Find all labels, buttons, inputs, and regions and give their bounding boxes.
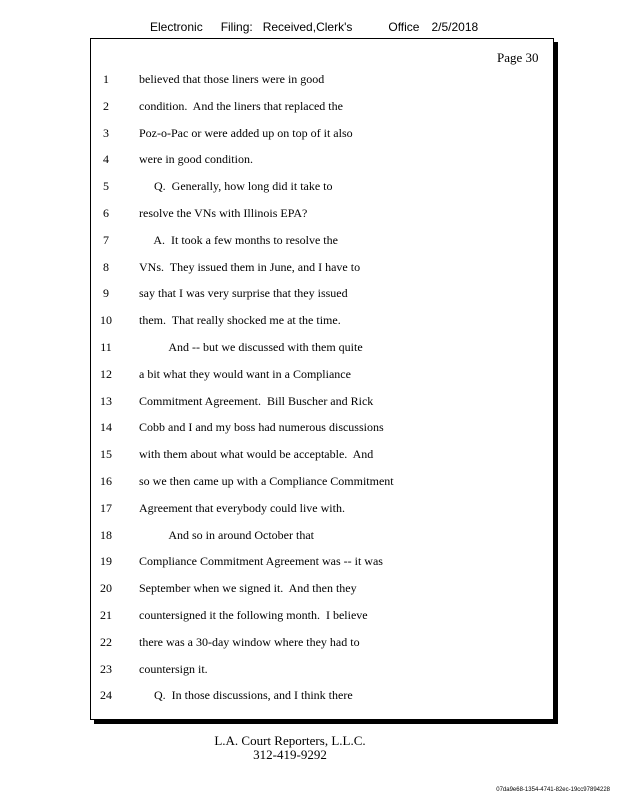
line-number: 6	[103, 206, 109, 220]
line-text: And so in around October that	[139, 527, 314, 542]
line-text: so we then came up with a Compliance Commitment	[139, 474, 394, 488]
line-number: 24	[100, 688, 112, 703]
line-text: countersign it.	[139, 661, 208, 676]
line-number: 4	[103, 152, 109, 167]
line-text: were in good condition.	[139, 152, 253, 167]
line-text: A. It took a few months to resolve the	[139, 232, 338, 247]
line-text: And -- but we discussed with them quite	[139, 340, 363, 354]
page-number: Page 30	[497, 50, 539, 65]
line-text: Q. In those discussions, and I think there	[139, 688, 353, 703]
line-number: 3	[103, 125, 109, 140]
line-number: 1	[103, 72, 109, 86]
line-number: 21	[100, 608, 112, 622]
line-text: say that I was very surprise that they issued	[139, 286, 348, 301]
line-number: 20	[100, 581, 112, 596]
line-number: 2	[103, 98, 109, 113]
line-number: 15	[100, 447, 112, 462]
line-text: resolve the VNs with Illinois EPA?	[139, 206, 308, 220]
frame-shadow-right	[554, 42, 558, 724]
line-text: them. That really shocked me at the time.	[139, 313, 341, 328]
line-text: Agreement that everybody could live with.	[139, 500, 345, 515]
frame-shadow-bottom	[94, 720, 558, 724]
line-text: with them about what would be acceptable. And	[139, 447, 374, 462]
filing-header-part: Electronic	[150, 20, 203, 34]
line-number: 13	[100, 393, 112, 408]
line-number: 19	[100, 554, 112, 569]
line-text: September when we signed it. And then they	[139, 581, 357, 596]
filing-header-part: Received,Clerk's	[262, 20, 353, 34]
line-text: countersigned it the following month. I believe	[139, 608, 368, 622]
line-number: 11	[100, 340, 112, 354]
filing-header-part: Office	[388, 20, 420, 34]
line-number: 5	[103, 179, 109, 194]
line-number: 22	[100, 634, 112, 649]
line-text: there was a 30-day window where they had to	[139, 634, 360, 649]
filing-header	[150, 20, 478, 34]
line-number: 8	[103, 259, 109, 274]
line-text: a bit what they would want in a Compliance	[139, 366, 351, 381]
line-number: 12	[100, 366, 112, 381]
line-text: Cobb and I and my boss had numerous discussions	[139, 420, 384, 435]
line-number: 23	[100, 661, 112, 676]
line-number: 16	[100, 474, 112, 488]
line-number: 9	[103, 286, 109, 301]
line-text: Compliance Commitment Agreement was -- it was	[139, 554, 383, 569]
line-number: 7	[103, 232, 109, 247]
filing-date: 2/5/2018	[431, 20, 479, 34]
line-text: believed that those liners were in good	[139, 72, 325, 86]
document-id: 07da9e68-1354-4741-82ec-19cc97894228	[496, 787, 610, 793]
line-number: 10	[100, 313, 112, 328]
line-number: 17	[100, 500, 112, 515]
line-text: Q. Generally, how long did it take to	[139, 179, 333, 194]
line-text: Commitment Agreement. Bill Buscher and Rick	[139, 393, 374, 408]
line-number: 14	[100, 420, 112, 435]
line-text: Poz-o-Pac or were added up on top of it also	[139, 125, 353, 140]
reporter-company: L.A. Court Reporters, L.L.C.	[214, 733, 366, 748]
line-text: condition. And the liners that replaced the	[139, 98, 343, 113]
filing-header-part: Filing:	[220, 20, 253, 34]
line-text: VNs. They issued them in June, and I have to	[139, 259, 361, 274]
reporter-phone: 312-419-9292	[253, 747, 327, 762]
line-number: 18	[100, 527, 112, 542]
